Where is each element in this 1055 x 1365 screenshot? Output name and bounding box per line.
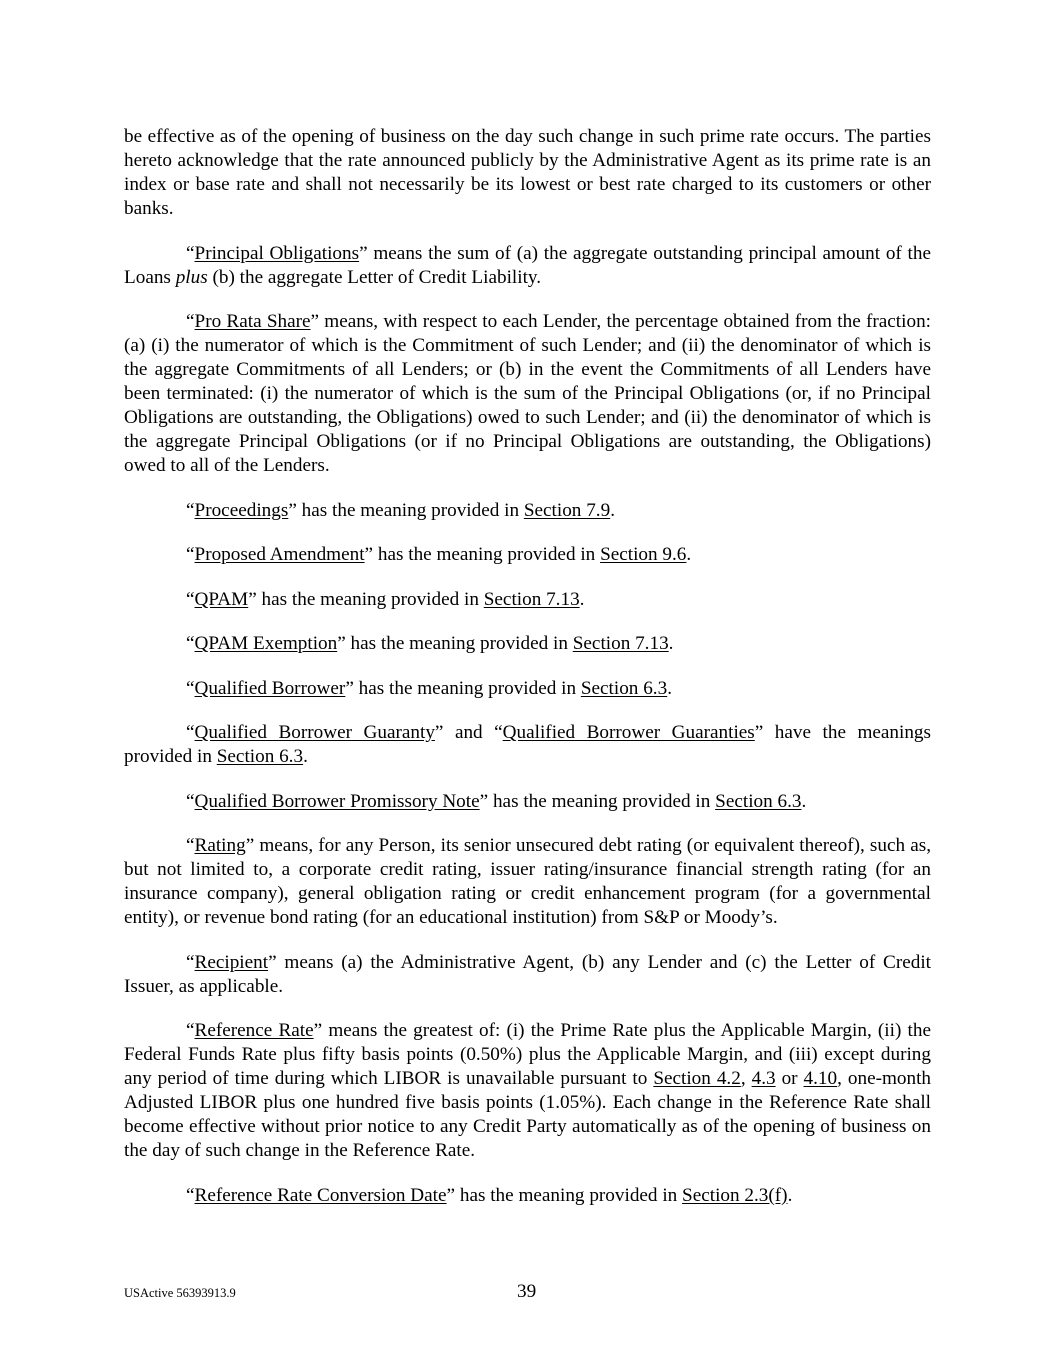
underlined-term: Qualified Borrower Guaranty — [194, 722, 435, 743]
underlined-term: Pro Rata Share — [194, 311, 311, 332]
text-run: “ — [186, 722, 195, 743]
text-run: . — [686, 544, 692, 565]
underlined-term: Section 9.6 — [600, 544, 687, 565]
underlined-term: Reference Rate — [194, 1020, 314, 1041]
text-run: “ — [186, 677, 195, 699]
text-run: ” and “ — [434, 722, 503, 743]
underlined-term: Qualified Borrower — [194, 677, 346, 699]
text-run: “ — [186, 544, 195, 565]
underlined-term: Section 7.9 — [523, 499, 611, 521]
text-run: (b) the aggregate Letter of Credit Liability. — [207, 266, 542, 288]
text-run: ” means the sum of (a) the aggregate outstanding principal amount of the Loans — [124, 242, 931, 288]
page-number: 39 — [517, 1281, 537, 1302]
underlined-term: Section 4.2 — [653, 1068, 741, 1089]
text-run: “ — [186, 790, 195, 812]
text-run: . — [610, 499, 615, 521]
definition-principal-obligations — [124, 242, 931, 290]
underlined-term: Rating — [194, 835, 246, 856]
text-run: . — [787, 1184, 793, 1206]
text-run: ” has the meaning provided in — [364, 544, 601, 565]
text-run: “ — [186, 242, 195, 264]
definition-qpam — [124, 588, 931, 612]
underlined-term: Section 6.3 — [715, 790, 802, 812]
text-run: , one-month Adjusted LIBOR plus one hundred five basis points (1.05%). Each change in the Reference Rate shall become effective without prior notice to any Credit Party automatically as of the opening of business on the day of such change in the Reference Rate. — [124, 1068, 932, 1161]
definition-qpam-exemption — [124, 632, 931, 656]
underlined-term: QPAM — [194, 588, 249, 610]
text-run: “ — [186, 633, 195, 654]
definition-proposed-amendment — [124, 543, 931, 567]
underlined-term: Reference Rate Conversion Date — [194, 1184, 447, 1206]
definition-recipient — [124, 951, 931, 999]
text-run: ” has the meaning provided in — [345, 677, 581, 699]
underlined-term: Section 7.13 — [572, 633, 669, 654]
text-run: ” has the meaning provided in — [479, 790, 716, 812]
definition-rating — [124, 834, 931, 930]
underlined-term: Section 2.3(f) — [682, 1184, 788, 1206]
underlined-term: Recipient — [194, 951, 269, 973]
text-run: . — [668, 633, 674, 654]
text-run: . — [667, 677, 672, 699]
underlined-term: Qualified Borrower Guaranties — [502, 722, 755, 743]
definition-qualified-borrower — [124, 677, 931, 701]
text-run: “ — [186, 835, 195, 856]
underlined-term: Section 6.3 — [216, 746, 304, 767]
text-run: ” have the meanings provided in — [124, 722, 931, 767]
definition-prime-rate-continued — [124, 125, 931, 221]
footer-document-id: USActive 56393913.9 — [124, 1286, 236, 1300]
text-run: ” has the meaning provided in — [446, 1184, 683, 1206]
definition-qualified-borrower-guaranty — [124, 721, 931, 769]
text-run: ” means the greatest of: (i) the Prime Rate plus the Applicable Margin, (ii) the Federal Funds Rate plus fifty basis points (0.50%) plus the Applicable Margin, and (iii) except during any period of time during which LIBOR is unavailable pursuant to — [124, 1020, 931, 1089]
text-run: ” has the meaning provided in — [337, 633, 573, 654]
underlined-term: Proceedings — [194, 499, 289, 521]
italic-term: plus — [175, 266, 208, 288]
underlined-term: Qualified Borrower Promissory Note — [194, 790, 480, 812]
document-body — [124, 125, 931, 1228]
text-run: ” has the meaning provided in — [248, 588, 484, 610]
text-run: “ — [186, 1184, 195, 1206]
underlined-term: Proposed Amendment — [194, 544, 365, 565]
text-run: . — [801, 790, 807, 812]
text-run: . — [579, 588, 585, 610]
underlined-term: Principal Obligations — [194, 242, 360, 264]
text-run: “ — [186, 1020, 195, 1041]
underlined-term: Section 7.13 — [483, 588, 580, 610]
text-run: ” means, with respect to each Lender, the percentage obtained from the fraction: (a) (i) the numerator of which is the Commitment of such Lender; and (ii) the denominator of which is the aggregate Commitments of all Lenders; or (b) in the event the Commitments of all Lenders have been terminated: (i) the numerator of which is the sum of the Principal Obligations (or, if no Principal Obligations are outstanding, the Obligations) owed to such Lender; and (ii) the denominator of which is the aggregate Principal Obligations (or if no Principal Obligations are outstanding, the Obligations) owed to all of the Lenders. — [124, 311, 931, 476]
definition-reference-rate — [124, 1019, 931, 1163]
definition-proceedings — [124, 499, 931, 523]
text-run: “ — [186, 499, 195, 521]
text-run: ” means (a) the Administrative Agent, (b) any Lender and (c) the Letter of Credit Issuer, as applicable. — [124, 951, 931, 997]
text-run: be effective as of the opening of business on the day such change in such prime rate occurs. The parties hereto acknowledge that the rate announced publicly by the Administrative Agent as its prime rate is an index or base rate and shall not necessarily be its lowest or best rate charged to its customers or other banks. — [124, 126, 931, 219]
text-run: . — [303, 746, 308, 767]
definition-reference-rate-conversion-date — [124, 1184, 931, 1208]
underlined-term: 4.10 — [803, 1068, 838, 1089]
text-run: or — [775, 1068, 804, 1089]
text-run: “ — [186, 311, 195, 332]
text-run: “ — [186, 951, 195, 973]
definition-pro-rata-share — [124, 310, 931, 478]
text-run: ” has the meaning provided in — [288, 499, 524, 521]
definition-qualified-borrower-promissory-note — [124, 790, 931, 814]
text-run: ” means, for any Person, its senior unsecured debt rating (or equivalent thereof), such as, but not limited to, a corporate credit rating, issuer rating/insurance financial strength rating (for an insurance company), general obligation rating or credit enhancement program (for a governmental entity), or revenue bond rating (for an educational institution) from S&P or Moody’s. — [124, 835, 931, 928]
text-run: “ — [186, 588, 195, 610]
underlined-term: 4.3 — [751, 1068, 776, 1089]
underlined-term: QPAM Exemption — [194, 633, 338, 654]
text-run: , — [740, 1068, 752, 1089]
underlined-term: Section 6.3 — [580, 677, 668, 699]
